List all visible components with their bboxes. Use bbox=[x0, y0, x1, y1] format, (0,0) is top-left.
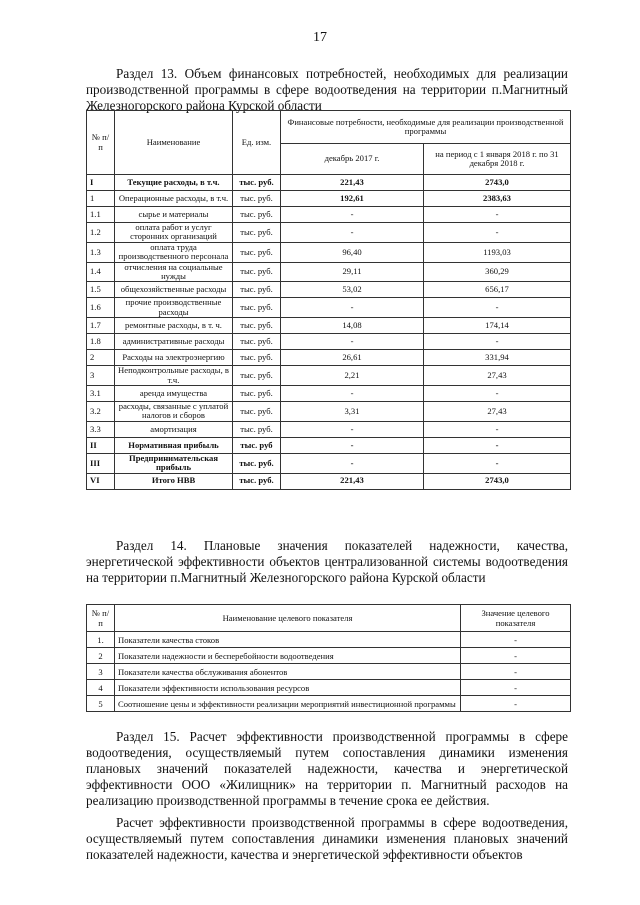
row-name: ремонтные расходы, в т. ч. bbox=[115, 318, 233, 334]
section13-title: Раздел 13. Объем финансовых потребностей, необходимых для реализации производственной программы в сфере водоотведения на территории п.Магнитный Железногорского района Курской области bbox=[86, 66, 568, 113]
row-number: 1.4 bbox=[87, 262, 115, 282]
header-unit: Ед. изм. bbox=[233, 111, 281, 175]
row-unit: тыс. руб. bbox=[233, 242, 281, 262]
row-number: 3 bbox=[87, 366, 115, 386]
table-row bbox=[87, 350, 571, 366]
indicator-name: Показатели эффективности использования ресурсов bbox=[115, 680, 461, 696]
table-row bbox=[87, 262, 571, 282]
row-name: Предпринимательская прибыль bbox=[115, 453, 233, 473]
row-value-2018: 2743,0 bbox=[424, 175, 571, 191]
row-number: VI bbox=[87, 473, 115, 489]
row-number: 1.2 bbox=[87, 223, 115, 243]
row-unit: тыс. руб. bbox=[233, 175, 281, 191]
row-unit: тыс. руб. bbox=[233, 421, 281, 437]
row-name: прочие производственные расходы bbox=[115, 298, 233, 318]
row-number: 1.1 bbox=[87, 207, 115, 223]
row-name: оплата труда производственного персонала bbox=[115, 242, 233, 262]
row-unit: тыс. руб. bbox=[233, 318, 281, 334]
row-name: расходы, связанные с уплатой налогов и сборов bbox=[115, 402, 233, 422]
indicator-number: 2 bbox=[87, 648, 115, 664]
table-row bbox=[87, 298, 571, 318]
row-number: III bbox=[87, 453, 115, 473]
t2-header-num: № п/п bbox=[87, 605, 115, 632]
table-row bbox=[87, 334, 571, 350]
table-row bbox=[87, 175, 571, 191]
table-row bbox=[87, 453, 571, 473]
row-name: Нормативная прибыль bbox=[115, 437, 233, 453]
row-number: 1.5 bbox=[87, 282, 115, 298]
row-number: 1.8 bbox=[87, 334, 115, 350]
table-row bbox=[87, 648, 571, 664]
indicator-number: 5 bbox=[87, 696, 115, 712]
row-unit: тыс. руб. bbox=[233, 366, 281, 386]
row-name: амортизация bbox=[115, 421, 233, 437]
row-value-2018: - bbox=[424, 207, 571, 223]
indicator-value: - bbox=[461, 664, 571, 680]
row-number: 3.2 bbox=[87, 402, 115, 422]
table-row bbox=[87, 191, 571, 207]
indicator-number: 3 bbox=[87, 664, 115, 680]
row-value-2018: 27,43 bbox=[424, 366, 571, 386]
row-name: общехозяйственные расходы bbox=[115, 282, 233, 298]
row-value-dec-2017: 221,43 bbox=[281, 473, 424, 489]
table-row bbox=[87, 366, 571, 386]
row-number: 3.1 bbox=[87, 386, 115, 402]
row-unit: тыс. руб. bbox=[233, 473, 281, 489]
row-name: Расходы на электроэнергию bbox=[115, 350, 233, 366]
row-value-2018: - bbox=[424, 298, 571, 318]
row-value-dec-2017: 192,61 bbox=[281, 191, 424, 207]
row-value-2018: - bbox=[424, 453, 571, 473]
row-unit: тыс. руб. bbox=[233, 298, 281, 318]
row-value-dec-2017: 53,02 bbox=[281, 282, 424, 298]
row-value-2018: 2383,63 bbox=[424, 191, 571, 207]
table-row bbox=[87, 421, 571, 437]
page-number: 17 bbox=[313, 30, 327, 45]
row-unit: тыс. руб. bbox=[233, 350, 281, 366]
row-value-2018: 331,94 bbox=[424, 350, 571, 366]
header-num: № п/п bbox=[87, 111, 115, 175]
row-unit: тыс. руб. bbox=[233, 223, 281, 243]
row-name: административные расходы bbox=[115, 334, 233, 350]
indicator-name: Показатели качества стоков bbox=[115, 632, 461, 648]
section15-paragraph-1: Раздел 15. Расчет эффективности производственной программы в сфере водоотведения, осуществляемый путем сопоставления динамики изменения плановых значений показателей надежности, качества и энергетической эффективности ООО «Жилищник» на территории п. Магнитный расходов на реализацию производственной программы в течение срока ее действия. bbox=[86, 729, 568, 808]
row-number: II bbox=[87, 437, 115, 453]
row-value-2018: - bbox=[424, 386, 571, 402]
row-name: оплата работ и услуг сторонних организаций bbox=[115, 223, 233, 243]
row-value-2018: - bbox=[424, 421, 571, 437]
table-row bbox=[87, 386, 571, 402]
table-row bbox=[87, 696, 571, 712]
row-value-2018: - bbox=[424, 334, 571, 350]
row-value-2018: - bbox=[424, 437, 571, 453]
indicator-value: - bbox=[461, 696, 571, 712]
table-row bbox=[87, 437, 571, 453]
row-number: I bbox=[87, 175, 115, 191]
row-value-dec-2017: - bbox=[281, 437, 424, 453]
row-unit: тыс. руб. bbox=[233, 191, 281, 207]
row-value-dec-2017: 221,43 bbox=[281, 175, 424, 191]
row-value-2018: 656,17 bbox=[424, 282, 571, 298]
row-value-dec-2017: - bbox=[281, 207, 424, 223]
row-value-2018: 174,14 bbox=[424, 318, 571, 334]
indicator-number: 1. bbox=[87, 632, 115, 648]
row-name: Операционные расходы, в т.ч. bbox=[115, 191, 233, 207]
table-row bbox=[87, 632, 571, 648]
table-row bbox=[87, 242, 571, 262]
header-name: Наименование bbox=[115, 111, 233, 175]
row-value-dec-2017: 26,61 bbox=[281, 350, 424, 366]
row-value-2018: 1193,03 bbox=[424, 242, 571, 262]
row-number: 3.3 bbox=[87, 421, 115, 437]
row-value-dec-2017: 14,08 bbox=[281, 318, 424, 334]
table-row bbox=[87, 223, 571, 243]
row-value-dec-2017: 2,21 bbox=[281, 366, 424, 386]
row-unit: тыс. руб. bbox=[233, 207, 281, 223]
indicator-name: Показатели надежности и бесперебойности водоотведения bbox=[115, 648, 461, 664]
row-value-dec-2017: - bbox=[281, 223, 424, 243]
header-group: Финансовые потребности, необходимые для реализации производственной программы bbox=[281, 111, 571, 144]
row-number: 1.6 bbox=[87, 298, 115, 318]
row-value-dec-2017: - bbox=[281, 453, 424, 473]
section14-title: Раздел 14. Плановые значения показателей надежности, качества, энергетической эффективности объектов централизованной системы водоотведения на территории п.Магнитный Железногорского района Курской области bbox=[86, 538, 568, 585]
row-unit: тыс. руб bbox=[233, 437, 281, 453]
table-row bbox=[87, 282, 571, 298]
indicator-name: Соотношение цены и эффективности реализации мероприятий инвестиционной программы bbox=[115, 696, 461, 712]
row-number: 1.7 bbox=[87, 318, 115, 334]
row-value-dec-2017: - bbox=[281, 421, 424, 437]
table-row bbox=[87, 318, 571, 334]
row-value-2018: 2743,0 bbox=[424, 473, 571, 489]
row-value-dec-2017: - bbox=[281, 334, 424, 350]
row-unit: тыс. руб. bbox=[233, 402, 281, 422]
table-row bbox=[87, 402, 571, 422]
indicator-value: - bbox=[461, 632, 571, 648]
row-value-dec-2017: 29,11 bbox=[281, 262, 424, 282]
row-name: аренда имущества bbox=[115, 386, 233, 402]
indicator-value: - bbox=[461, 680, 571, 696]
row-value-2018: 360,29 bbox=[424, 262, 571, 282]
row-name: отчисления на социальные нужды bbox=[115, 262, 233, 282]
row-value-2018: - bbox=[424, 223, 571, 243]
row-unit: тыс. руб. bbox=[233, 386, 281, 402]
row-name: Итого НВВ bbox=[115, 473, 233, 489]
financial-needs-table bbox=[86, 110, 571, 490]
table-row bbox=[87, 680, 571, 696]
row-unit: тыс. руб. bbox=[233, 282, 281, 298]
table-row bbox=[87, 664, 571, 680]
row-name: Текущие расходы, в т.ч. bbox=[115, 175, 233, 191]
t2-header-name: Наименование целевого показателя bbox=[115, 605, 461, 632]
target-indicators-table bbox=[86, 604, 571, 712]
row-unit: тыс. руб. bbox=[233, 453, 281, 473]
section15-paragraph-2: Расчет эффективности производственной программы в сфере водоотведения, осуществляемый путем сопоставления динамики изменения плановых значений показателей надежности, качества и энергетической эффективности объектов bbox=[86, 815, 568, 862]
row-number: 1 bbox=[87, 191, 115, 207]
row-value-2018: 27,43 bbox=[424, 402, 571, 422]
header-col2: на период с 1 января 2018 г. по 31 декабря 2018 г. bbox=[424, 144, 571, 175]
indicator-value: - bbox=[461, 648, 571, 664]
table-row bbox=[87, 473, 571, 489]
row-unit: тыс. руб. bbox=[233, 334, 281, 350]
row-value-dec-2017: 96,40 bbox=[281, 242, 424, 262]
row-name: сырье и материалы bbox=[115, 207, 233, 223]
indicator-name: Показатели качества обслуживания абонентов bbox=[115, 664, 461, 680]
row-name: Неподконтрольные расходы, в т.ч. bbox=[115, 366, 233, 386]
row-value-dec-2017: 3,31 bbox=[281, 402, 424, 422]
row-value-dec-2017: - bbox=[281, 298, 424, 318]
row-number: 1.3 bbox=[87, 242, 115, 262]
t2-header-value: Значение целевого показателя bbox=[461, 605, 571, 632]
table-row bbox=[87, 207, 571, 223]
indicator-number: 4 bbox=[87, 680, 115, 696]
row-unit: тыс. руб. bbox=[233, 262, 281, 282]
row-number: 2 bbox=[87, 350, 115, 366]
row-value-dec-2017: - bbox=[281, 386, 424, 402]
header-col1: декабрь 2017 г. bbox=[281, 144, 424, 175]
